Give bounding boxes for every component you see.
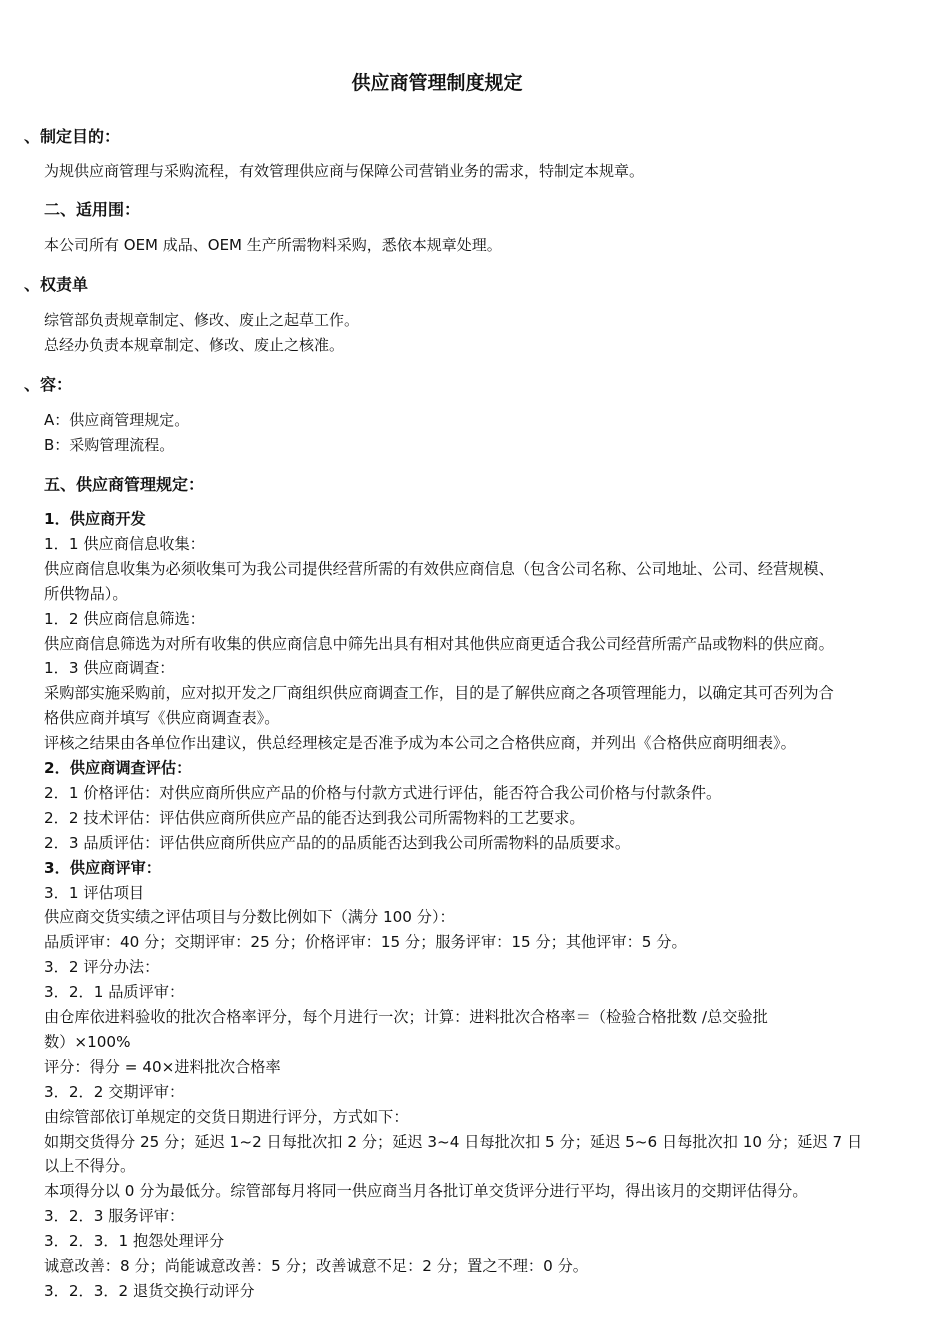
- section-2-heading: 二、适用围：: [44, 200, 141, 219]
- body-line: 由综管部依订单规定的交货日期进行评分，方式如下：: [44, 1107, 409, 1126]
- body-line: 评分：得分 = 40×进料批次合格率: [44, 1057, 281, 1076]
- body-line: 由仓库依进料验收的批次合格率评分，每个月进行一次；计算：进料批次合格率＝（检验合格批数 /总交验批: [44, 1008, 768, 1026]
- subsection-heading: 2．供应商调查评估：: [44, 759, 192, 777]
- section-4-line: B：采购管理流程。: [44, 436, 175, 454]
- body-line: 3．2．3 服务评审：: [44, 1207, 185, 1226]
- body-line: 2．2 技术评估：评估供应商所供应产品的能否达到我公司所需物料的工艺要求。: [44, 808, 585, 827]
- body-line: 诚意改善：8 分；尚能诚意改善：5 分；改善诚意不足：2 分；置之不理：0 分。: [44, 1257, 588, 1275]
- subsection-heading: 1．供应商开发: [44, 510, 146, 528]
- subsection-heading: 3．供应商评审：: [44, 858, 161, 877]
- body-line: 如期交货得分 25 分；延迟 1~2 日每批次扣 2 分；延迟 3~4 日每批次扣 5 分；延迟 5~6 日每批次扣 10 分；延迟 7 日: [44, 1132, 863, 1151]
- body-line: 3．2 评分办法：: [44, 958, 160, 977]
- section-5-heading: 五、供应商管理规定：: [44, 475, 205, 494]
- body-line: 本项得分以 0 分为最低分。综管部每月将同一供应商当月各批订单交货评分进行平均，得出该月的交期评估得分。: [44, 1182, 808, 1201]
- body-line: 3．1 评估项目: [44, 883, 145, 902]
- document-title: 供应商管理制度规定: [351, 72, 523, 94]
- body-line: 供应商信息收集为必须收集可为我公司提供经营所需的有效供应商信息（包含公司名称、公司地址、公司、经营规模、: [44, 559, 834, 578]
- body-line: 数）×100%: [44, 1032, 131, 1051]
- section-2-text: 本公司所有 OEM 成品、OEM 生产所需物料采购，悉依本规章处理。: [44, 236, 502, 254]
- body-line: 2．3 品质评估：评估供应商所供应产品的的品质能否达到我公司所需物料的品质要求。: [44, 833, 631, 852]
- section-1-text: 为规供应商管理与采购流程，有效管理供应商与保障公司营销业务的需求，特制定本规章。: [44, 162, 645, 180]
- section-3-heading: 、权责单: [24, 275, 89, 294]
- body-line: 1．2 供应商信息筛选：: [44, 609, 205, 628]
- body-line: 以上不得分。: [44, 1157, 136, 1176]
- section-1-heading: 、制定目的：: [24, 127, 121, 146]
- section-4-heading: 、容：: [24, 375, 73, 394]
- body-line: 1．1 供应商信息收集：: [44, 534, 205, 553]
- section-3-line: 综管部负责规章制定、修改、废止之起草工作。: [44, 311, 360, 329]
- body-line: 3．2．2 交期评审：: [44, 1082, 185, 1101]
- body-line: 采购部实施采购前，应对拟开发之厂商组织供应商调查工作，目的是了解供应商之各项管理能力，以确定其可否列为合: [44, 684, 834, 703]
- body-line: 3．2．3．2 退货交换行动评分: [44, 1281, 255, 1300]
- body-line: 1．3 供应商调查：: [44, 659, 175, 678]
- section-3-line: 总经办负责本规章制定、修改、废止之核准。: [44, 336, 345, 354]
- body-line: 供应商交货实绩之评估项目与分数比例如下（满分 100 分）：: [44, 908, 455, 927]
- body-line: 所供物品）。: [44, 584, 128, 603]
- body-line: 3．2．1 品质评审：: [44, 983, 185, 1002]
- body-line: 格供应商并填写《供应商调查表》。: [44, 709, 280, 728]
- body-line: 品质评审：40 分；交期评审：25 分；价格评审：15 分；服务评审：15 分；其他评审：5 分。: [44, 933, 687, 952]
- section-4-line: A：供应商管理规定。: [44, 411, 190, 429]
- body-line: 供应商信息筛选为对所有收集的供应商信息中筛先出具有相对其他供应商更适合我公司经营所需产品或物料的供应商。: [44, 634, 834, 653]
- body-line: 评核之结果由各单位作出建议，供总经理核定是否准予成为本公司之合格供应商，并列出《合格供应商明细表》。: [44, 734, 796, 753]
- body-line: 2．1 价格评估：对供应商所供应产品的价格与付款方式进行评估，能否符合我公司价格与付款条件。: [44, 783, 722, 802]
- body-line: 3．2．3．1 抱怨处理评分: [44, 1232, 225, 1251]
